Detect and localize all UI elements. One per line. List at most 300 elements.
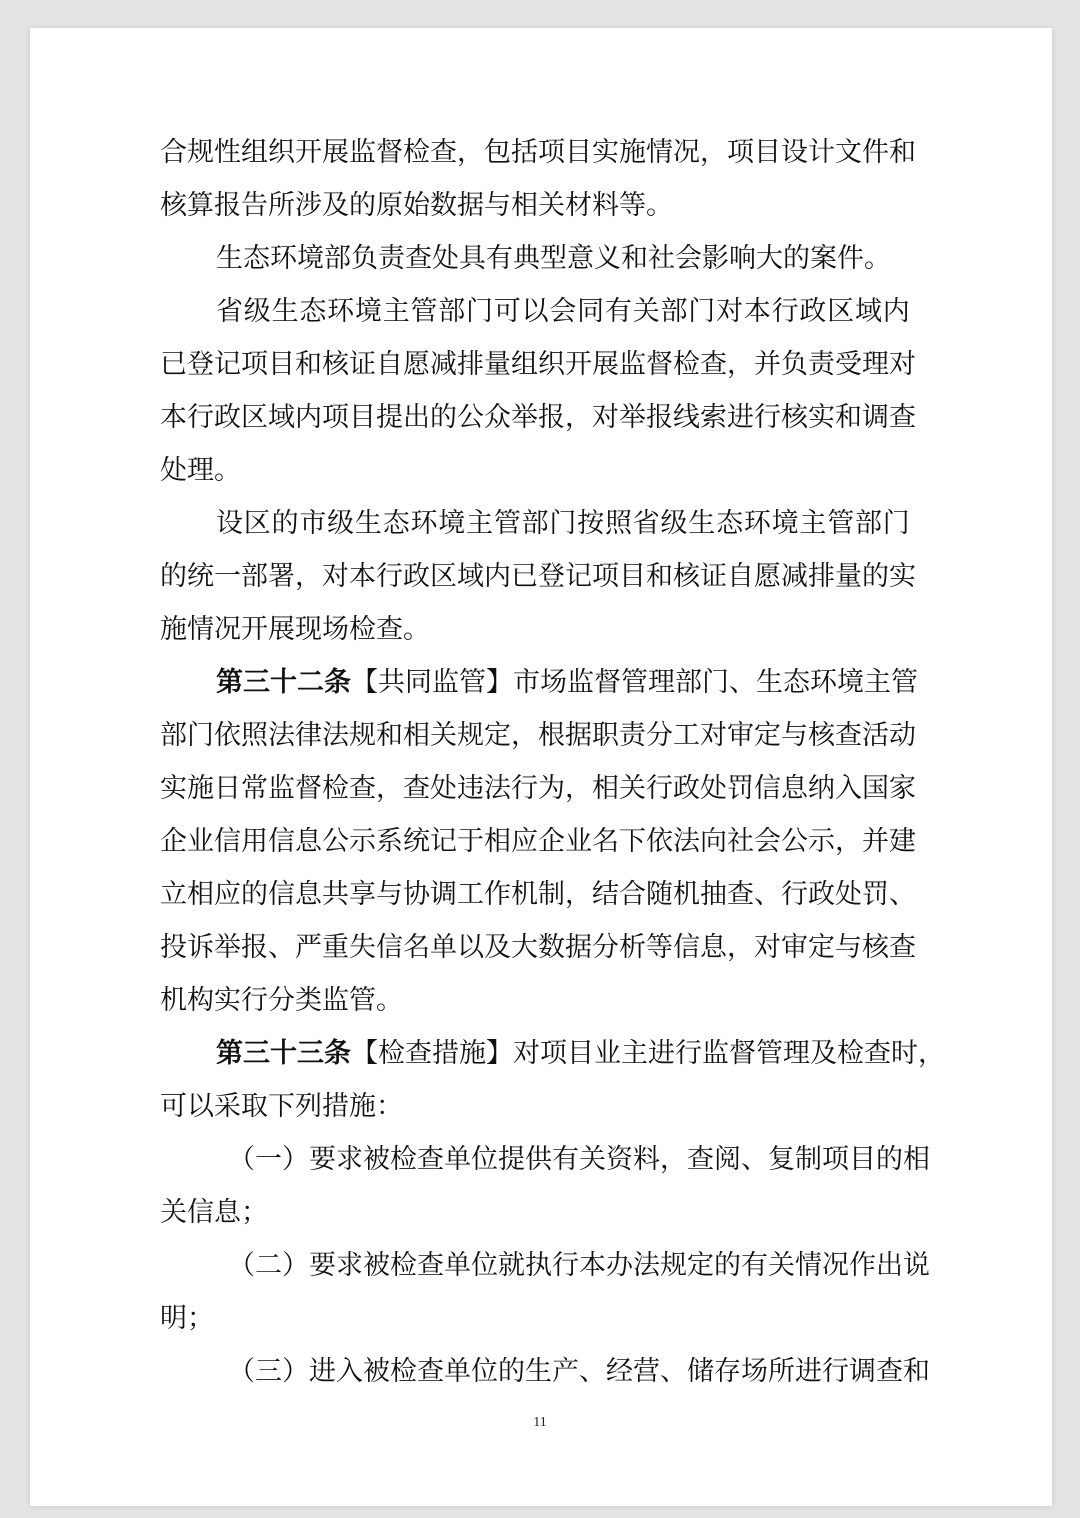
text-char: 名 bbox=[403, 932, 430, 963]
text-char: 情 bbox=[646, 137, 673, 168]
text-char: ， bbox=[376, 773, 403, 804]
text-char: 展 bbox=[592, 349, 619, 380]
text-char: 域 bbox=[854, 296, 882, 327]
text-char: 动 bbox=[889, 720, 916, 751]
text-char: 规 bbox=[349, 720, 376, 751]
text-char: 本 bbox=[349, 561, 376, 592]
text-char: 境 bbox=[771, 508, 799, 539]
text-char: 检 bbox=[322, 773, 349, 804]
text-char: 项 bbox=[822, 1144, 849, 1175]
text-char: 、 bbox=[579, 1356, 606, 1387]
text-char: 部 bbox=[438, 296, 466, 327]
text-char: 三 bbox=[243, 667, 270, 698]
text-char: 执 bbox=[525, 1250, 552, 1281]
text-char: 行 bbox=[646, 773, 673, 804]
text-char: 开 bbox=[565, 349, 592, 380]
text-char: 享 bbox=[349, 879, 376, 910]
text-line bbox=[160, 179, 920, 232]
text-char: 和 bbox=[889, 137, 916, 168]
text-char: 域 bbox=[457, 561, 484, 592]
text-char: 规 bbox=[187, 137, 214, 168]
text-char: 业 bbox=[565, 826, 592, 857]
text-char: 依 bbox=[646, 826, 673, 857]
text-char: 的 bbox=[430, 402, 457, 433]
text-char: 单 bbox=[444, 1144, 471, 1175]
text-char: 二 bbox=[255, 1250, 282, 1281]
text-char: 目 bbox=[565, 137, 592, 168]
text-line bbox=[160, 709, 916, 762]
text-char: 工 bbox=[457, 879, 484, 910]
text-char: 门 bbox=[466, 296, 494, 327]
text-char: 位 bbox=[471, 1356, 498, 1387]
text-char: 条 bbox=[324, 1038, 351, 1069]
text-char: 被 bbox=[363, 1250, 390, 1281]
text-char: 存 bbox=[714, 1356, 741, 1387]
text-char: 态 bbox=[783, 667, 810, 698]
text-char: 检 bbox=[673, 349, 700, 380]
text-char: 查 bbox=[417, 1356, 444, 1387]
text-char: 就 bbox=[498, 1250, 525, 1281]
text-char: 企 bbox=[160, 826, 187, 857]
text-char: 登 bbox=[538, 561, 565, 592]
text-char: 项 bbox=[727, 137, 754, 168]
text-char: 行 bbox=[781, 879, 808, 910]
text-char: 审 bbox=[781, 932, 808, 963]
text-char: 严 bbox=[295, 932, 322, 963]
text-char: 立 bbox=[160, 879, 187, 910]
article-33-heading bbox=[160, 1027, 945, 1080]
text-char: 目 bbox=[754, 137, 781, 168]
text-char: 区 bbox=[241, 402, 268, 433]
text-char: 供 bbox=[525, 1144, 552, 1175]
text-char: 关 bbox=[768, 1250, 795, 1281]
text-char: 【 bbox=[351, 1038, 378, 1069]
text-char: 市 bbox=[513, 667, 540, 698]
text-char: 二 bbox=[297, 667, 324, 698]
text-char: 、 bbox=[741, 1144, 768, 1175]
text-char: 场 bbox=[741, 1356, 768, 1387]
text-char: 管 bbox=[756, 1038, 783, 1069]
text-char: （ bbox=[228, 1144, 255, 1175]
text-char: 一 bbox=[255, 1144, 282, 1175]
text-char: 及 bbox=[810, 1038, 837, 1069]
text-char: 信 bbox=[376, 932, 403, 963]
text-char: 工 bbox=[673, 720, 700, 751]
text-char: 公 bbox=[781, 826, 808, 857]
text-char: 和 bbox=[835, 402, 862, 433]
text-char: 条 bbox=[324, 667, 351, 698]
text-char: 作 bbox=[849, 1250, 876, 1281]
text-char: 众 bbox=[484, 402, 511, 433]
text-char: 和 bbox=[376, 720, 403, 751]
text-char: 机 bbox=[511, 879, 538, 910]
text-char: 场 bbox=[540, 667, 567, 698]
text-char: 大 bbox=[511, 932, 538, 963]
text-char: （ bbox=[228, 1250, 255, 1281]
text-char: ， bbox=[295, 561, 322, 592]
text-char: 愿 bbox=[403, 349, 430, 380]
text-line bbox=[160, 762, 916, 815]
text-char: 行 bbox=[771, 296, 799, 327]
text-char: 定 bbox=[808, 932, 835, 963]
text-char: 罚 bbox=[727, 773, 754, 804]
text-char: 业 bbox=[187, 826, 214, 857]
text-char: 依 bbox=[214, 720, 241, 751]
text-char: 理 bbox=[648, 667, 675, 698]
text-run: 处理。 bbox=[160, 455, 241, 486]
text-char: 三 bbox=[297, 1038, 324, 1069]
text-char: 级 bbox=[660, 508, 688, 539]
text-char: （ bbox=[228, 1356, 255, 1387]
text-char: 已 bbox=[160, 349, 187, 380]
text-char: 的 bbox=[714, 1250, 741, 1281]
text-char: 国 bbox=[862, 773, 889, 804]
text-char: 文 bbox=[835, 137, 862, 168]
text-char: 的 bbox=[271, 508, 299, 539]
text-char: 对 bbox=[592, 402, 619, 433]
text-char: 有 bbox=[552, 1144, 579, 1175]
text-char: 本 bbox=[579, 1250, 606, 1281]
text-char: 级 bbox=[243, 296, 271, 327]
text-char: 举 bbox=[619, 402, 646, 433]
text-char: 减 bbox=[781, 561, 808, 592]
text-char: 检 bbox=[390, 1144, 417, 1175]
list-item bbox=[160, 1133, 930, 1186]
text-char: 规 bbox=[660, 1250, 687, 1281]
text-char: 根 bbox=[538, 720, 565, 751]
text-char: 应 bbox=[214, 879, 241, 910]
text-char: 储 bbox=[687, 1356, 714, 1387]
text-char: 生 bbox=[354, 508, 382, 539]
text-line bbox=[160, 391, 916, 444]
text-char: 监 bbox=[567, 667, 594, 698]
text-char: 】 bbox=[486, 667, 513, 698]
text-char: 管 bbox=[493, 508, 521, 539]
text-char: 查 bbox=[405, 1038, 432, 1069]
text-char: 同 bbox=[405, 667, 432, 698]
text-char: 】 bbox=[486, 1038, 513, 1069]
text-char: 对 bbox=[754, 932, 781, 963]
text-char: 一 bbox=[214, 561, 241, 592]
text-char: 主 bbox=[799, 508, 827, 539]
text-char: 环 bbox=[743, 508, 771, 539]
text-char: 境 bbox=[438, 508, 466, 539]
text-char: 家 bbox=[889, 773, 916, 804]
text-char: 本 bbox=[160, 402, 187, 433]
text-char: 相 bbox=[903, 1144, 930, 1175]
text-char: 相 bbox=[403, 720, 430, 751]
text-char: 政 bbox=[799, 296, 827, 327]
text-char: 十 bbox=[270, 667, 297, 698]
text-char: 项 bbox=[241, 349, 268, 380]
text-char: 内 bbox=[882, 296, 910, 327]
text-char: ） bbox=[282, 1250, 309, 1281]
text-char: 职 bbox=[592, 720, 619, 751]
text-char: 相 bbox=[484, 826, 511, 857]
text-char: 与 bbox=[835, 932, 862, 963]
text-char: 排 bbox=[808, 561, 835, 592]
text-char: 目 bbox=[619, 561, 646, 592]
text-char: 息 bbox=[295, 826, 322, 857]
text-line bbox=[160, 603, 920, 656]
text-char: 域 bbox=[268, 402, 295, 433]
text-char: 据 bbox=[565, 720, 592, 751]
text-char: 环 bbox=[327, 296, 355, 327]
text-char: 查 bbox=[889, 932, 916, 963]
text-char: 照 bbox=[241, 720, 268, 751]
text-char: 资 bbox=[606, 1144, 633, 1175]
text-char: 监 bbox=[432, 667, 459, 698]
text-char: 实 bbox=[808, 402, 835, 433]
text-char: 法 bbox=[322, 720, 349, 751]
text-char: 区 bbox=[430, 561, 457, 592]
text-char: 对 bbox=[322, 561, 349, 592]
text-char: 提 bbox=[376, 402, 403, 433]
text-char: 阅 bbox=[714, 1144, 741, 1175]
text-char: 位 bbox=[471, 1250, 498, 1281]
text-char: 复 bbox=[768, 1144, 795, 1175]
text-char: 行 bbox=[187, 402, 214, 433]
text-char: 排 bbox=[457, 349, 484, 380]
text-char: 进 bbox=[309, 1356, 336, 1387]
text-char: 理 bbox=[783, 1038, 810, 1069]
text-char: 查 bbox=[889, 402, 916, 433]
text-char: 定 bbox=[687, 1250, 714, 1281]
text-char: 的 bbox=[862, 561, 889, 592]
text-char: 三 bbox=[243, 1038, 270, 1069]
text-char: 况 bbox=[673, 137, 700, 168]
text-char: 按 bbox=[577, 508, 605, 539]
text-char: 环 bbox=[810, 667, 837, 698]
text-char: 自 bbox=[727, 561, 754, 592]
text-char: 署 bbox=[268, 561, 295, 592]
text-char: 规 bbox=[457, 720, 484, 751]
text-char: 要 bbox=[309, 1250, 336, 1281]
text-char: 查 bbox=[687, 1144, 714, 1175]
text-char: 对 bbox=[513, 1038, 540, 1069]
text-char: 查 bbox=[430, 137, 457, 168]
text-line bbox=[160, 815, 916, 868]
text-char: 机 bbox=[673, 879, 700, 910]
text-char: 求 bbox=[336, 1250, 363, 1281]
text-run: 关信息； bbox=[160, 1197, 268, 1228]
text-char: 监 bbox=[268, 773, 295, 804]
text-char: 法 bbox=[673, 826, 700, 857]
text-char: ， bbox=[727, 932, 754, 963]
text-char: 于 bbox=[457, 826, 484, 857]
text-char: 政 bbox=[808, 879, 835, 910]
text-char: 理 bbox=[862, 349, 889, 380]
text-char: 对 bbox=[716, 296, 744, 327]
text-char: 营 bbox=[633, 1356, 660, 1387]
text-char: 件 bbox=[862, 137, 889, 168]
text-char: 合 bbox=[160, 137, 187, 168]
text-char: 失 bbox=[349, 932, 376, 963]
text-char: 包 bbox=[484, 137, 511, 168]
text-char: 统 bbox=[403, 826, 430, 857]
text-char: 调 bbox=[862, 402, 889, 433]
text-char: 证 bbox=[700, 561, 727, 592]
text-char: 会 bbox=[754, 826, 781, 857]
text-char: 部 bbox=[241, 561, 268, 592]
text-char: 监 bbox=[619, 349, 646, 380]
text-run: 机构实行分类监管。 bbox=[160, 985, 403, 1016]
text-char: 施 bbox=[459, 1038, 486, 1069]
text-char: 会 bbox=[549, 296, 577, 327]
text-char: 被 bbox=[363, 1356, 390, 1387]
text-char: 组 bbox=[241, 137, 268, 168]
text-char: 查 bbox=[876, 1356, 903, 1387]
text-char: ， bbox=[660, 1144, 687, 1175]
text-char: 信 bbox=[214, 826, 241, 857]
text-char: 性 bbox=[214, 137, 241, 168]
text-char: 说 bbox=[903, 1250, 930, 1281]
text-char: 律 bbox=[295, 720, 322, 751]
text-char: 用 bbox=[241, 826, 268, 857]
text-char: 生 bbox=[756, 667, 783, 698]
text-char: 举 bbox=[511, 402, 538, 433]
text-char: 日 bbox=[214, 773, 241, 804]
text-char: 查 bbox=[727, 879, 754, 910]
text-char: 记 bbox=[430, 826, 457, 857]
text-char: 关 bbox=[632, 296, 660, 327]
text-char: 有 bbox=[741, 1250, 768, 1281]
text-line bbox=[160, 126, 916, 179]
text-char: 关 bbox=[430, 720, 457, 751]
text-char: 关 bbox=[579, 1144, 606, 1175]
text-char: 责 bbox=[808, 349, 835, 380]
text-char: 、 bbox=[268, 932, 295, 963]
text-char: 监 bbox=[349, 137, 376, 168]
text-char: 第 bbox=[216, 1038, 243, 1069]
text-char: 三 bbox=[255, 1356, 282, 1387]
text-char: 据 bbox=[565, 932, 592, 963]
text-char: 行 bbox=[675, 1038, 702, 1069]
text-char: 对 bbox=[889, 349, 916, 380]
text-char: 记 bbox=[214, 349, 241, 380]
text-char: 、 bbox=[889, 879, 916, 910]
text-char: 信 bbox=[754, 773, 781, 804]
text-char: 提 bbox=[498, 1144, 525, 1175]
text-char: 制 bbox=[538, 879, 565, 910]
text-char: 关 bbox=[619, 773, 646, 804]
text-char: 督 bbox=[295, 773, 322, 804]
text-char: 管 bbox=[459, 667, 486, 698]
text-char: 单 bbox=[430, 932, 457, 963]
text-char: 情 bbox=[795, 1250, 822, 1281]
text-char: 社 bbox=[727, 826, 754, 857]
text-char: 结 bbox=[592, 879, 619, 910]
text-char: 统 bbox=[187, 561, 214, 592]
text-char: 时 bbox=[891, 1038, 918, 1069]
text-char: 减 bbox=[430, 349, 457, 380]
page-number: 11 bbox=[533, 1415, 547, 1430]
text-char: 业 bbox=[594, 1038, 621, 1069]
text-char: 环 bbox=[410, 508, 438, 539]
text-char: 处 bbox=[430, 773, 457, 804]
text-char: 态 bbox=[382, 508, 410, 539]
text-char: 受 bbox=[835, 349, 862, 380]
text-char: 政 bbox=[214, 402, 241, 433]
text-char: 相 bbox=[187, 879, 214, 910]
text-char: 督 bbox=[646, 349, 673, 380]
text-char: 经 bbox=[606, 1356, 633, 1387]
text-char: 况 bbox=[822, 1250, 849, 1281]
list-item bbox=[160, 1345, 930, 1398]
text-char: 息 bbox=[781, 773, 808, 804]
text-char: 登 bbox=[187, 349, 214, 380]
text-char: 记 bbox=[565, 561, 592, 592]
text-char: 检 bbox=[837, 1038, 864, 1069]
text-char: 信 bbox=[268, 826, 295, 857]
text-char: 并 bbox=[862, 826, 889, 857]
text-char: 求 bbox=[336, 1144, 363, 1175]
text-char: 企 bbox=[538, 826, 565, 857]
text-char: 括 bbox=[511, 137, 538, 168]
text-char: 生 bbox=[271, 296, 299, 327]
text-char: 抽 bbox=[700, 879, 727, 910]
text-char: 与 bbox=[781, 720, 808, 751]
article-32-heading bbox=[160, 656, 918, 709]
text-char: 的 bbox=[498, 1356, 525, 1387]
text-char: 析 bbox=[619, 932, 646, 963]
text-char: 数 bbox=[538, 932, 565, 963]
text-line bbox=[160, 232, 920, 285]
text-char: 查 bbox=[864, 1038, 891, 1069]
text-char: 报 bbox=[538, 402, 565, 433]
text-char: 责 bbox=[619, 720, 646, 751]
text-char: 进 bbox=[648, 1038, 675, 1069]
text-char: 息 bbox=[700, 932, 727, 963]
text-run: 明； bbox=[160, 1303, 214, 1334]
text-char: 处 bbox=[700, 773, 727, 804]
text-char: 生 bbox=[525, 1356, 552, 1387]
text-char: 分 bbox=[646, 720, 673, 751]
text-char: 进 bbox=[727, 402, 754, 433]
text-char: 违 bbox=[457, 773, 484, 804]
text-char: 管 bbox=[621, 667, 648, 698]
text-char: 实 bbox=[160, 773, 187, 804]
text-char: ， bbox=[700, 137, 727, 168]
text-char: 本 bbox=[743, 296, 771, 327]
text-char: 的 bbox=[241, 879, 268, 910]
text-char: 投 bbox=[160, 932, 187, 963]
text-char: 常 bbox=[241, 773, 268, 804]
text-char: 核 bbox=[322, 349, 349, 380]
text-char: 目 bbox=[849, 1144, 876, 1175]
text-char: 的 bbox=[876, 1144, 903, 1175]
text-char: 报 bbox=[241, 932, 268, 963]
text-char: 部 bbox=[160, 720, 187, 751]
text-char: 织 bbox=[268, 137, 295, 168]
text-line bbox=[160, 974, 920, 1027]
text-char: 示 bbox=[349, 826, 376, 857]
text-char: 协 bbox=[403, 879, 430, 910]
text-char: 系 bbox=[376, 826, 403, 857]
text-line bbox=[160, 444, 920, 497]
text-char: 报 bbox=[646, 402, 673, 433]
text-char: 照 bbox=[604, 508, 632, 539]
text-char: 境 bbox=[837, 667, 864, 698]
body-text bbox=[160, 126, 945, 1398]
text-char: 核 bbox=[808, 720, 835, 751]
text-char: 政 bbox=[403, 561, 430, 592]
text-line bbox=[160, 1186, 920, 1239]
text-char: 法 bbox=[633, 1250, 660, 1281]
text-line bbox=[160, 921, 916, 974]
text-char: 行 bbox=[511, 773, 538, 804]
text-char: 查 bbox=[417, 1250, 444, 1281]
